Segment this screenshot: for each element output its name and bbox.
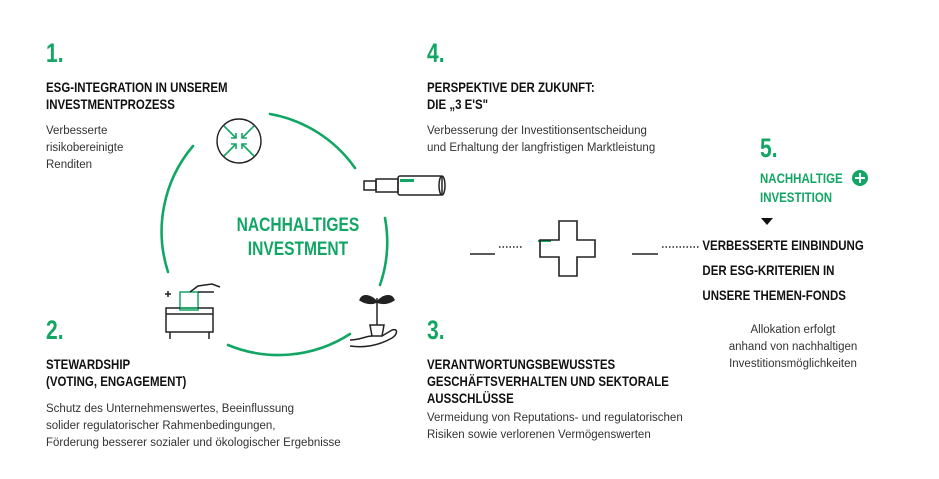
step3-description	[427, 410, 683, 444]
step1-description	[46, 123, 123, 174]
step4-desc-line: und Erhaltung der langfristigen Marktleistung	[427, 142, 656, 154]
step1-desc-line: risikobereinigte	[46, 142, 124, 154]
step4-title	[427, 79, 632, 113]
cycle-arc-bottom	[228, 334, 350, 355]
step2-title-line1: STEWARDSHIP	[46, 356, 131, 372]
step2-number: 2.	[46, 315, 64, 345]
step5-desc-line: Allokation erfolgt	[750, 324, 836, 336]
cycle-arc-left	[162, 146, 193, 272]
center-label	[222, 214, 374, 262]
step1-desc-line: Renditen	[46, 159, 93, 171]
step1-title-line2: INVESTMENTPROZESS	[46, 96, 175, 112]
step1-title	[46, 79, 267, 113]
cycle-arc-right	[380, 218, 387, 285]
step4-number: 4.	[427, 38, 445, 68]
center-label-line1: NACHHALTIGES	[236, 215, 360, 236]
plant-in-hand-icon	[350, 296, 397, 347]
step5-title	[760, 170, 861, 206]
step4-title-line2: DIE „3 E'S"	[427, 96, 489, 112]
step2-desc-line: Förderung besserer sozialer und ökologischer Ergebnisse	[46, 437, 341, 449]
step5-title-line2: INVESTITION	[760, 189, 833, 205]
step5-result	[688, 233, 864, 308]
step2-description	[46, 401, 341, 452]
cycle-arc-top-right	[270, 114, 355, 168]
step2-title	[46, 356, 217, 390]
step1-desc-line: Verbesserte	[46, 125, 108, 137]
step3-desc-line: Vermeidung von Reputations- und regulatorischen	[427, 412, 683, 424]
down-arrow-icon	[761, 218, 773, 225]
step4-description	[427, 123, 655, 157]
step5-desc-line: anhand von nachhaltigen	[728, 341, 858, 353]
step5-result-line: DER ESG-KRITERIEN IN	[702, 262, 835, 278]
step5-description	[708, 322, 878, 373]
step2-title-line2: (VOTING, ENGAGEMENT)	[46, 373, 187, 389]
plus-sign-shape	[540, 221, 595, 276]
flow-connectors	[470, 241, 700, 254]
step2-desc-line: solider regulatorischer Rahmenbedingungen,	[46, 420, 276, 432]
step3-title-line2: GESCHÄFTSVERHALTEN UND SEKTORALE	[427, 373, 669, 389]
step5-result-line: VERBESSERTE EINBINDUNG	[702, 237, 864, 253]
step4-desc-line: Verbesserung der Investitionsentscheidung	[427, 125, 647, 137]
step3-title-line3: AUSSCHLÜSSE	[427, 390, 514, 406]
step2-desc-line: Schutz des Unternehmenswertes, Beeinflussung	[46, 403, 295, 415]
step5-title-line1: NACHHALTIGE	[760, 170, 843, 186]
arrows-converging-icon	[217, 119, 261, 163]
step5-desc-line: Investitionsmöglichkeiten	[729, 358, 857, 370]
step1-title-line1: ESG-INTEGRATION IN UNSEREM	[46, 79, 228, 95]
step3-title	[427, 356, 722, 407]
ballot-box-icon	[165, 284, 220, 339]
step3-desc-line: Risiken sowie verlorenen Vermögenswerten	[427, 429, 651, 441]
step4-title-line1: PERSPEKTIVE DER ZUKUNFT:	[427, 79, 595, 95]
step3-number: 3.	[427, 315, 445, 345]
telescope-icon	[364, 176, 445, 195]
step3-title-line1: VERANTWORTUNGSBEWUSSTES	[427, 356, 616, 372]
step5-result-line: UNSERE THEMEN-FONDS	[702, 287, 846, 303]
step1-number: 1.	[46, 38, 64, 68]
step5-number: 5.	[760, 133, 778, 163]
center-label-line2: INVESTMENT	[247, 239, 349, 260]
